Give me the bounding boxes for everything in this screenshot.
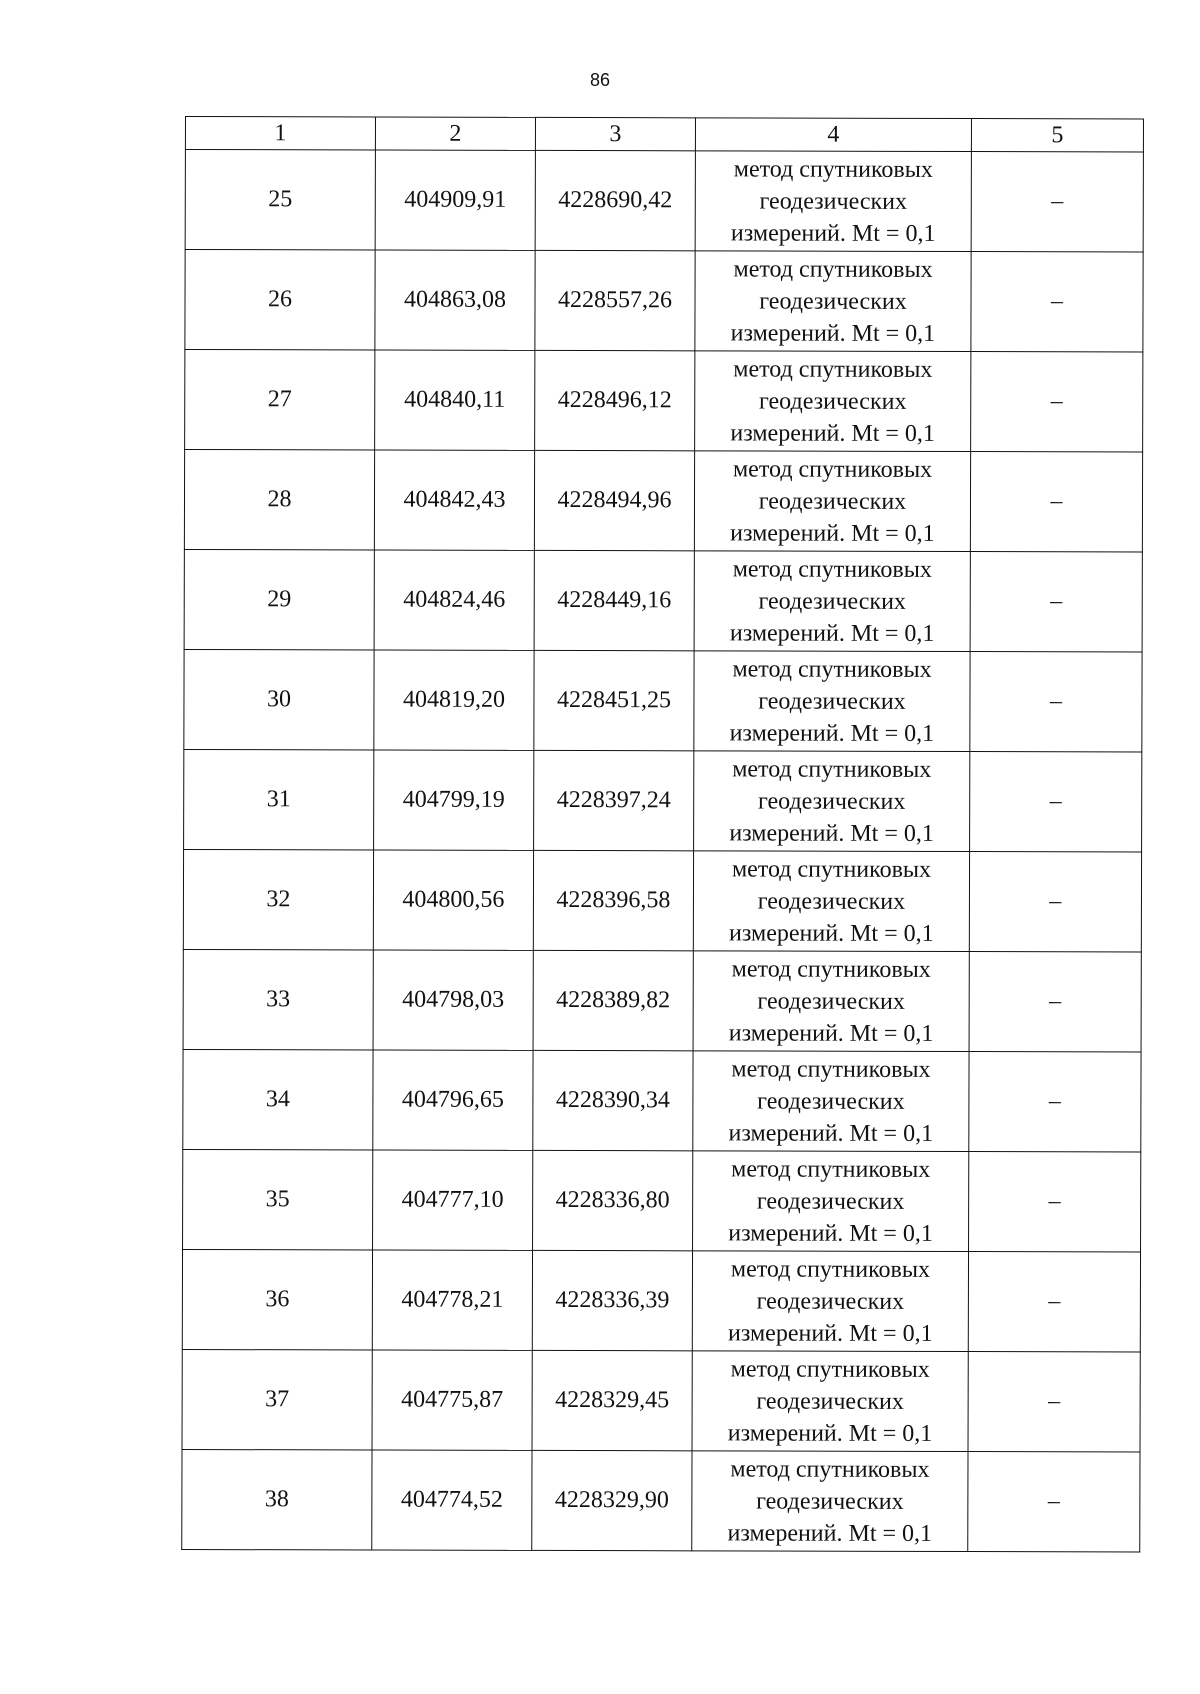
x-coordinate-cell: 404819,20 <box>374 650 534 750</box>
table-row <box>184 749 1142 852</box>
method-line: измерений. Mt = 0,1 <box>729 619 935 647</box>
method-line: метод спутниковых <box>730 1455 930 1483</box>
method-cell <box>695 151 971 252</box>
method-line: измерений. Mt = 0,1 <box>728 1119 934 1147</box>
column-5-cell: – <box>970 752 1142 852</box>
x-coordinate-cell: 404799,19 <box>374 750 534 850</box>
y-coordinate-cell: 4228389,82 <box>533 950 693 1050</box>
table-row <box>182 1249 1140 1352</box>
method-line: метод спутниковых <box>732 455 933 483</box>
method-line: измерений. Mt = 0,1 <box>727 1519 933 1547</box>
point-number-cell: 38 <box>182 1449 372 1549</box>
column-header-5: 5 <box>971 119 1143 152</box>
method-line: измерений. Mt = 0,1 <box>728 1219 933 1247</box>
y-coordinate-cell: 4228496,12 <box>535 350 695 450</box>
method-line: метод спутниковых <box>731 1055 931 1083</box>
point-number-cell: 34 <box>183 1049 373 1149</box>
method-line: геодезических <box>756 1488 904 1515</box>
method-line: геодезических <box>759 288 907 315</box>
column-5-cell: – <box>971 152 1143 252</box>
method-line: измерений. Mt = 0,1 <box>730 219 936 247</box>
header-row <box>185 117 1143 153</box>
table-row <box>183 949 1141 1052</box>
method-line: геодезических <box>757 788 906 815</box>
method-line: метод спутниковых <box>732 655 932 683</box>
table-row <box>183 1049 1141 1152</box>
table-row <box>183 849 1141 952</box>
method-line: измерений. Mt = 0,1 <box>727 1419 933 1447</box>
x-coordinate-cell: 404909,91 <box>375 150 535 250</box>
point-number-cell: 36 <box>182 1249 372 1349</box>
column-5-cell: – <box>970 552 1142 652</box>
column-5-cell: – <box>968 1252 1140 1352</box>
point-number-cell: 27 <box>185 350 375 450</box>
method-cell <box>693 951 969 1052</box>
method-line: измерений. Mt = 0,1 <box>730 419 935 447</box>
method-cell <box>695 351 971 452</box>
y-coordinate-cell: 4228329,45 <box>532 1350 692 1450</box>
method-line: геодезических <box>756 1388 904 1415</box>
column-header-2: 2 <box>375 117 535 150</box>
x-coordinate-cell: 404774,52 <box>372 1450 532 1550</box>
method-cell <box>693 1051 969 1152</box>
x-coordinate-cell: 404796,65 <box>373 1050 533 1150</box>
point-number-cell: 35 <box>183 1149 373 1249</box>
table-row <box>182 1349 1140 1452</box>
y-coordinate-cell: 4228336,80 <box>533 1150 693 1250</box>
method-line: метод спутниковых <box>733 255 933 283</box>
method-line: геодезических <box>757 988 905 1015</box>
x-coordinate-cell: 404842,43 <box>374 450 534 550</box>
column-5-cell: – <box>971 252 1143 352</box>
method-line: метод спутниковых <box>731 855 932 883</box>
method-line: измерений. Mt = 0,1 <box>728 1319 933 1347</box>
page-number: 86 <box>589 70 611 90</box>
x-coordinate-cell: 404840,11 <box>375 350 535 450</box>
table-header <box>185 117 1143 153</box>
method-line: метод спутниковых <box>730 1255 931 1283</box>
x-coordinate-cell: 404777,10 <box>373 1150 533 1250</box>
column-5-cell: – <box>970 652 1142 752</box>
method-line: геодезических <box>758 688 906 715</box>
y-coordinate-cell: 4228397,24 <box>534 750 694 850</box>
column-header-4: 4 <box>695 118 971 152</box>
table-row <box>182 1449 1140 1552</box>
column-5-cell: – <box>968 1352 1140 1452</box>
column-5-cell: – <box>969 1152 1141 1252</box>
y-coordinate-cell: 4228390,34 <box>533 1050 693 1150</box>
method-line: измерений. Mt = 0,1 <box>729 919 934 947</box>
method-cell <box>694 551 970 652</box>
x-coordinate-cell: 404863,08 <box>375 250 535 350</box>
column-header-1: 1 <box>185 117 375 150</box>
method-line: метод спутниковых <box>731 1155 931 1183</box>
method-line: геодезических <box>757 1088 905 1115</box>
method-cell <box>692 1351 968 1452</box>
method-cell <box>693 1151 969 1252</box>
method-line: метод спутниковых <box>733 155 933 183</box>
method-line: геодезических <box>758 388 907 415</box>
point-number-cell: 37 <box>182 1349 372 1449</box>
method-line: геодезических <box>759 188 908 215</box>
point-number-cell: 28 <box>184 450 374 550</box>
y-coordinate-cell: 4228690,42 <box>535 150 695 250</box>
y-coordinate-cell: 4228494,96 <box>534 450 694 550</box>
table-row <box>185 150 1143 253</box>
method-line: измерений. Mt = 0,1 <box>729 719 935 747</box>
method-line: геодезических <box>758 488 907 515</box>
column-5-cell: – <box>968 1452 1140 1552</box>
table-row <box>183 1149 1141 1252</box>
x-coordinate-cell: 404824,46 <box>374 550 534 650</box>
method-cell <box>695 251 971 352</box>
point-number-cell: 32 <box>183 849 373 949</box>
method-line: измерений. Mt = 0,1 <box>728 1019 934 1047</box>
method-cell <box>692 1451 968 1552</box>
method-line: измерений. Mt = 0,1 <box>729 819 934 847</box>
method-cell <box>694 451 970 552</box>
column-5-cell: – <box>971 352 1143 452</box>
table-body <box>182 150 1144 1553</box>
method-cell <box>692 1251 968 1352</box>
point-number-cell: 33 <box>183 949 373 1049</box>
x-coordinate-cell: 404775,87 <box>372 1350 532 1450</box>
y-coordinate-cell: 4228451,25 <box>534 650 694 750</box>
point-number-cell: 25 <box>185 150 375 250</box>
x-coordinate-cell: 404798,03 <box>373 950 533 1050</box>
method-line: метод спутниковых <box>730 1355 930 1383</box>
column-5-cell: – <box>969 952 1141 1052</box>
y-coordinate-cell: 4228557,26 <box>535 250 695 350</box>
y-coordinate-cell: 4228329,90 <box>532 1450 692 1550</box>
column-header-3: 3 <box>535 117 695 150</box>
point-number-cell: 30 <box>184 649 374 749</box>
method-line: геодезических <box>758 588 906 615</box>
method-cell <box>694 751 970 852</box>
coordinates-table <box>181 116 1144 1553</box>
y-coordinate-cell: 4228336,39 <box>532 1250 692 1350</box>
point-number-cell: 26 <box>185 250 375 350</box>
method-line: геодезических <box>756 1188 905 1215</box>
table-row <box>184 450 1142 553</box>
method-line: метод спутниковых <box>732 755 932 783</box>
method-cell <box>693 851 969 952</box>
method-line: геодезических <box>757 888 906 915</box>
table-row <box>185 350 1143 453</box>
x-coordinate-cell: 404778,21 <box>372 1250 532 1350</box>
method-line: метод спутниковых <box>733 355 933 383</box>
y-coordinate-cell: 4228396,58 <box>533 850 693 950</box>
column-5-cell: – <box>970 452 1142 552</box>
method-line: метод спутниковых <box>731 955 931 983</box>
method-line: измерений. Mt = 0,1 <box>730 519 935 547</box>
y-coordinate-cell: 4228449,16 <box>534 550 694 650</box>
table-row <box>184 549 1142 652</box>
column-5-cell: – <box>969 1052 1141 1152</box>
point-number-cell: 29 <box>184 549 374 649</box>
method-line: измерений. Mt = 0,1 <box>730 319 936 347</box>
method-line: метод спутниковых <box>732 555 932 583</box>
table-row <box>184 649 1142 752</box>
x-coordinate-cell: 404800,56 <box>373 850 533 950</box>
method-cell <box>694 651 970 752</box>
method-line: геодезических <box>756 1288 905 1315</box>
table-row <box>185 250 1143 353</box>
point-number-cell: 31 <box>184 749 374 849</box>
column-5-cell: – <box>969 852 1141 952</box>
